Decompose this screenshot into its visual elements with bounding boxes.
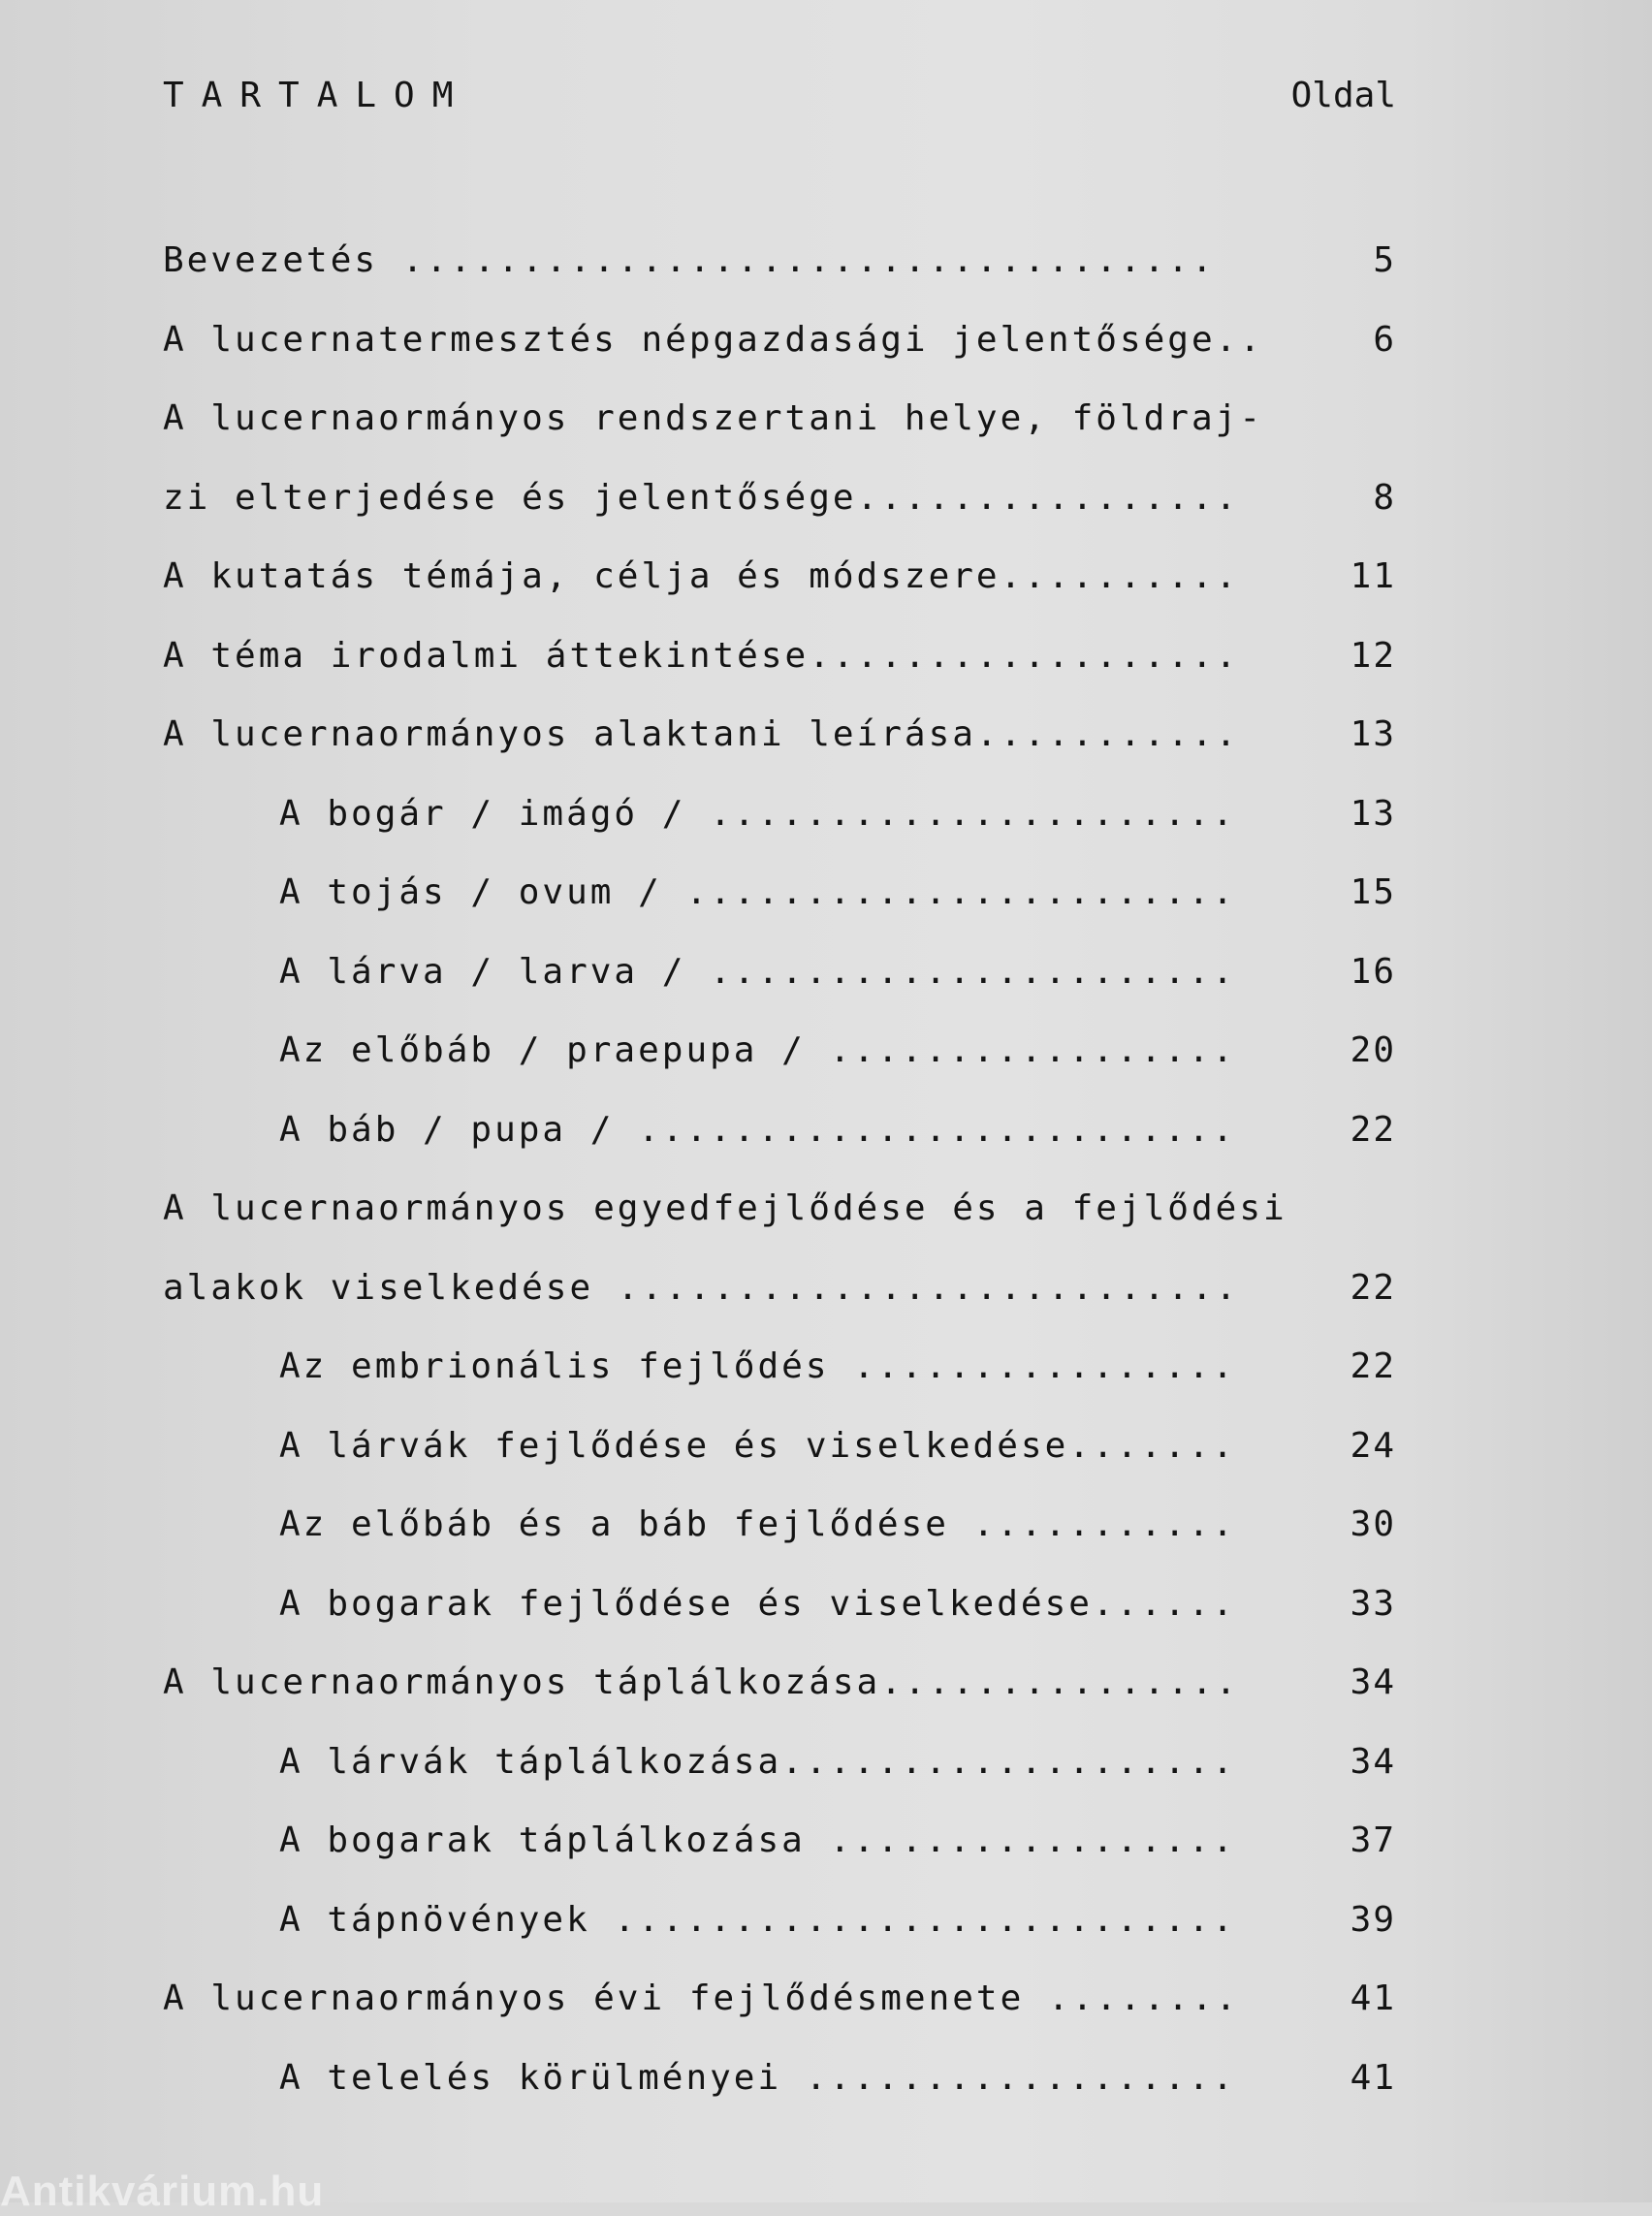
toc-entry-page: 41 [1350, 1979, 1396, 2018]
toc-entry-page: 22 [1350, 1267, 1396, 1308]
toc-entry [163, 1337, 1396, 1416]
toc-entry [163, 626, 1396, 706]
page-column-label: Oldal [1290, 76, 1396, 115]
toc-entry-page: 34 [1350, 1741, 1396, 1782]
toc-entry-title: A lárvák táplálkozása................... [279, 1741, 1236, 1782]
toc-entry [163, 389, 1396, 468]
toc-entry-title: A lárvák fejlődése és viselkedése....... [279, 1425, 1236, 1466]
toc-entry [163, 468, 1396, 548]
watermark-text: Antikvárium.hu [0, 2168, 325, 2215]
toc-entry-title: A báb / pupa / ......................... [279, 1109, 1236, 1150]
toc-entry-page: 15 [1350, 872, 1396, 912]
toc-entry-title: A lucernatermesztés népgazdasági jelentősége.. [163, 319, 1263, 360]
toc-entry-page: 6 [1373, 319, 1396, 360]
toc-entry-page: 13 [1350, 714, 1396, 754]
toc-entry-page: 12 [1350, 635, 1396, 676]
toc-entry-page: 24 [1350, 1425, 1396, 1466]
toc-entry [163, 1811, 1396, 1890]
toc-entry-page: 41 [1350, 2057, 1396, 2098]
toc-entry [163, 1969, 1396, 2048]
toc-entry-page: 33 [1350, 1583, 1396, 1624]
toc-entry-title: A lucernaormányos egyedfejlődése és a fejlődési [163, 1188, 1287, 1228]
toc-entry [163, 231, 1396, 310]
toc-entry-title: A lucernaormányos évi fejlődésmenete ........ [163, 1979, 1240, 2018]
toc-entry-title: Bevezetés .................................. [163, 240, 1216, 280]
toc-entry-title: Az embrionális fejlődés ................ [279, 1346, 1236, 1386]
toc-entry [163, 1732, 1396, 1812]
toc-entry [163, 1495, 1396, 1574]
toc-entry-title: zi elterjedése és jelentősége................ [163, 477, 1240, 518]
toc-entry [163, 310, 1396, 390]
toc-entry [163, 1100, 1396, 1180]
toc-entry-title: A bogarak táplálkozása ................. [279, 1820, 1236, 1860]
toc-entry-title: A bogár / imágó / ...................... [279, 793, 1236, 834]
toc-entry [163, 2048, 1396, 2128]
toc-entry-page: 22 [1350, 1346, 1396, 1386]
toc-entry-page: 37 [1350, 1820, 1396, 1860]
toc-entry [163, 1574, 1396, 1654]
toc-entry-title: A kutatás témája, célja és módszere.......... [163, 556, 1240, 596]
toc-entry-title: A lucernaormányos rendszertani helye, földraj- [163, 398, 1263, 438]
toc-title: TARTALOM [163, 76, 471, 115]
toc-entry-page: 13 [1350, 793, 1396, 834]
toc-header [163, 76, 1396, 124]
toc-entry [163, 705, 1396, 784]
table-of-contents [163, 231, 1396, 2127]
toc-entry-page: 39 [1350, 1899, 1396, 1940]
toc-entry-page: 16 [1350, 951, 1396, 992]
toc-entry-title: A telelés körülményei .................. [279, 2057, 1236, 2098]
toc-entry-page: 30 [1350, 1504, 1396, 1544]
toc-entry [163, 1258, 1396, 1338]
toc-entry [163, 1179, 1396, 1258]
toc-entry-title: A tápnövények .......................... [279, 1899, 1236, 1940]
toc-entry-page: 11 [1350, 556, 1396, 596]
toc-entry [163, 863, 1396, 942]
toc-entry-title: A tojás / ovum / ....................... [279, 872, 1236, 912]
toc-entry-title: A lucernaormányos táplálkozása............... [163, 1662, 1240, 1702]
toc-entry-title: A bogarak fejlődése és viselkedése...... [279, 1583, 1236, 1624]
toc-entry [163, 1021, 1396, 1100]
toc-entry-page: 5 [1373, 240, 1396, 280]
toc-entry-title: A lucernaormányos alaktani leírása........... [163, 714, 1240, 754]
toc-entry-page: 22 [1350, 1109, 1396, 1150]
toc-entry-title: A téma irodalmi áttekintése.................. [163, 635, 1240, 676]
toc-entry-title: A lárva / larva / ...................... [279, 951, 1236, 992]
toc-entry-page: 34 [1350, 1662, 1396, 1702]
toc-entry [163, 1653, 1396, 1732]
toc-entry [163, 942, 1396, 1022]
toc-entry [163, 547, 1396, 626]
toc-entry [163, 1890, 1396, 1970]
toc-entry [163, 784, 1396, 864]
toc-entry [163, 1416, 1396, 1496]
toc-entry-title: alakok viselkedése .......................... [163, 1267, 1240, 1308]
toc-entry-title: Az előbáb és a báb fejlődése ........... [279, 1504, 1236, 1544]
toc-entry-page: 20 [1350, 1030, 1396, 1070]
toc-entry-page: 8 [1373, 477, 1396, 518]
toc-entry-title: Az előbáb / praepupa / ................. [279, 1030, 1236, 1070]
